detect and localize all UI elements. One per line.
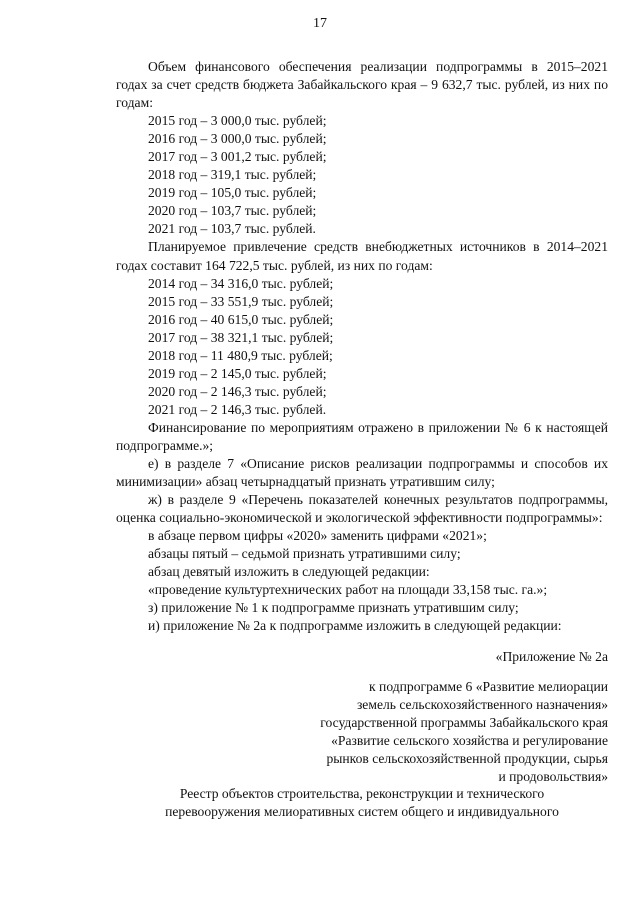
appendix-caption	[116, 678, 608, 786]
list-item: 2021 год – 103,7 тыс. рублей.	[148, 221, 316, 237]
offbudget-years-list	[116, 275, 608, 419]
list-item: 2018 год – 319,1 тыс. рублей;	[148, 167, 317, 183]
list-item: 2020 год – 103,7 тыс. рублей;	[148, 203, 317, 219]
budget-years-list	[116, 112, 608, 238]
appendix-label: «Приложение № 2а	[495, 648, 608, 664]
list-item: абзацы пятый – седьмой признать утратившими силу;	[148, 546, 461, 562]
list-item: 2017 год – 3 001,2 тыс. рублей;	[148, 149, 327, 165]
list-item: 2019 год – 2 145,0 тыс. рублей;	[148, 365, 327, 381]
paragraph-item-e: е) в разделе 7 «Описание рисков реализации подпрограммы и способов их минимизации» абзац четырнадцатый признать утратившим силу;	[116, 456, 608, 490]
paragraph-offbudget-intro: Планируемое привлечение средств внебюджетных источников в 2014–2021 годах составит 164 722,5 тыс. рублей, из них по годам:	[116, 239, 608, 273]
paragraph-item-zh: ж) в разделе 9 «Перечень показателей конечных результатов подпрограммы, оценка социально-экономической и экологической эффективности подпрограммы»:	[116, 492, 608, 526]
list-item: 2016 год – 3 000,0 тыс. рублей;	[148, 131, 327, 147]
list-item: з) приложение № 1 к подпрограмме признать утратившим силу;	[148, 600, 519, 616]
list-item: 2021 год – 2 146,3 тыс. рублей.	[148, 401, 327, 417]
paragraph-budget-intro: Объем финансового обеспечения реализации подпрограммы в 2015–2021 годах за счет средств бюджета Забайкальского края – 9 632,7 тыс. рублей, из них по годам:	[116, 59, 608, 111]
list-item: 2020 год – 2 146,3 тыс. рублей;	[148, 383, 327, 399]
appendix-line: рынков сельскохозяйственной продукции, сырья	[326, 750, 608, 766]
list-item: «проведение культуртехнических работ на площади 33,158 тыс. га.»;	[148, 582, 548, 598]
appendix-line: земель сельскохозяйственного назначения»	[356, 696, 608, 712]
list-item: 2018 год – 11 480,9 тыс. рублей;	[148, 347, 333, 363]
title-line: Реестр объектов строительства, реконструкции и технического	[179, 786, 545, 801]
document-body	[116, 58, 608, 786]
list-item: 2014 год – 34 316,0 тыс. рублей;	[148, 275, 334, 291]
list-item: 2015 год – 33 551,9 тыс. рублей;	[148, 293, 334, 309]
appendix-line: и продовольствия»	[498, 768, 608, 784]
title-line: перевооружения мелиоративных систем общего и индивидуального	[165, 804, 559, 820]
list-item: 2017 год – 38 321,1 тыс. рублей;	[148, 329, 334, 345]
list-item: абзац девятый изложить в следующей редакции:	[148, 564, 430, 580]
list-item: 2019 год – 105,0 тыс. рублей;	[148, 185, 317, 201]
register-title	[116, 785, 608, 821]
appendix-line: государственной программы Забайкальского края	[320, 714, 608, 730]
list-item: и) приложение № 2а к подпрограмме изложить в следующей редакции:	[148, 618, 562, 634]
appendix-line: «Развитие сельского хозяйства и регулирование	[331, 732, 608, 748]
page-number: 17	[313, 16, 327, 31]
list-item: 2016 год – 40 615,0 тыс. рублей;	[148, 311, 334, 327]
list-item: в абзаце первом цифры «2020» заменить цифрами «2021»;	[148, 528, 487, 544]
list-item: 2015 год – 3 000,0 тыс. рублей;	[148, 113, 327, 129]
appendix-line: к подпрограмме 6 «Развитие мелиорации	[369, 678, 608, 694]
paragraph-financing-note: Финансирование по мероприятиям отражено в приложении № 6 к настоящей подпрограмме.»;	[116, 419, 608, 453]
